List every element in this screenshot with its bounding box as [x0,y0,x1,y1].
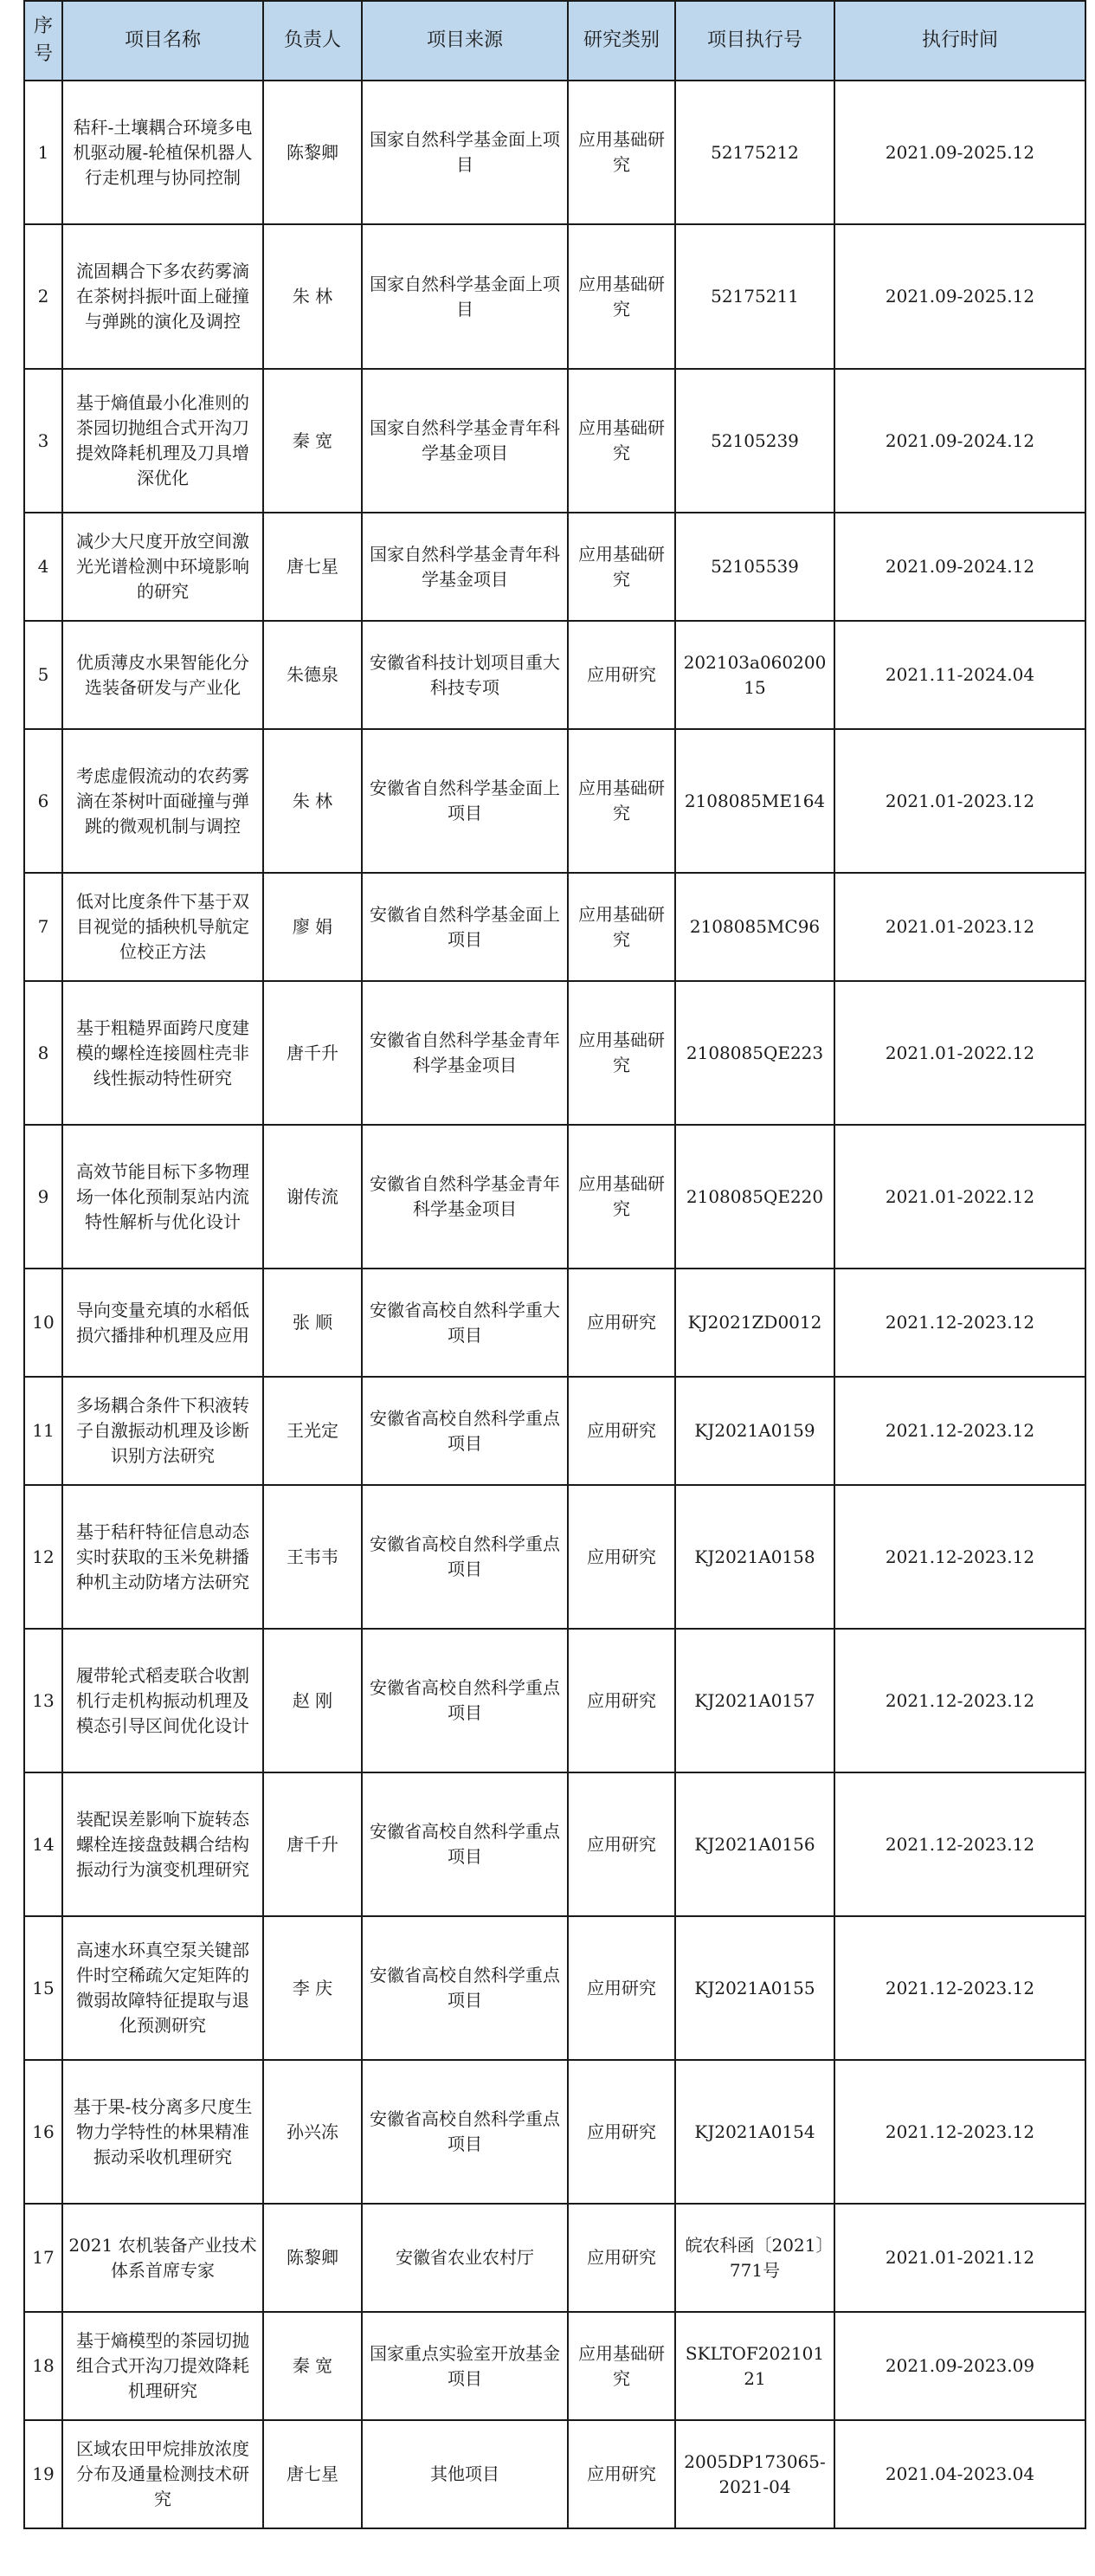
cell-name: 基于粗糙界面跨尺度建模的螺栓连接圆柱壳非线性振动特性研究 [62,981,263,1125]
cell-seq: 9 [24,1125,62,1269]
cell-source: 安徽省高校自然科学重点项目 [362,2060,568,2204]
table-row [24,621,1085,729]
cell-period: 2021.12-2023.12 [834,1485,1085,1629]
cell-seq: 15 [24,1916,62,2060]
cell-name: 基于果-枝分离多尺度生物力学特性的林果精准振动采收机理研究 [62,2060,263,2204]
cell-category: 应用基础研究 [568,873,675,981]
cell-seq: 14 [24,1772,62,1916]
cell-category: 应用研究 [568,1916,675,2060]
cell-category: 应用基础研究 [568,981,675,1125]
cell-seq: 7 [24,873,62,981]
table-header [24,1,1085,81]
table-row [24,224,1085,369]
cell-name: 优质薄皮水果智能化分选装备研发与产业化 [62,621,263,729]
cell-name: 区域农田甲烷排放浓度分布及通量检测技术研究 [62,2420,263,2528]
cell-source: 国家自然科学基金青年科学基金项目 [362,369,568,513]
cell-leader: 秦 宽 [263,2312,362,2420]
cell-category: 应用研究 [568,1629,675,1772]
cell-seq: 5 [24,621,62,729]
cell-leader: 秦 宽 [263,369,362,513]
cell-period: 2021.12-2023.12 [834,1916,1085,2060]
cell-name: 流固耦合下多农药雾滴在茶树抖振叶面上碰撞与弹跳的演化及调控 [62,224,263,369]
cell-category: 应用研究 [568,1485,675,1629]
table-row [24,1269,1085,1377]
cell-seq: 2 [24,224,62,369]
table-row [24,1377,1085,1485]
cell-name: 履带轮式稻麦联合收割机行走机构振动机理及模态引导区间优化设计 [62,1629,263,1772]
cell-source: 安徽省高校自然科学重点项目 [362,1377,568,1485]
cell-code: 202103a06020015 [675,621,834,729]
header-name: 项目名称 [62,1,263,81]
cell-category: 应用基础研究 [568,224,675,369]
cell-seq: 19 [24,2420,62,2528]
cell-code: 2108085MC96 [675,873,834,981]
cell-source: 国家自然科学基金面上项目 [362,224,568,369]
cell-source: 安徽省自然科学基金青年科学基金项目 [362,1125,568,1269]
cell-leader: 廖 娟 [263,873,362,981]
cell-category: 应用基础研究 [568,2312,675,2420]
header-row [24,1,1085,81]
cell-source: 国家自然科学基金青年科学基金项目 [362,513,568,621]
cell-name: 多场耦合条件下积液转子自激振动机理及诊断识别方法研究 [62,1377,263,1485]
table-row [24,1485,1085,1629]
cell-period: 2021.12-2023.12 [834,1629,1085,1772]
cell-leader: 唐千升 [263,1772,362,1916]
cell-source: 其他项目 [362,2420,568,2528]
cell-code: KJ2021A0159 [675,1377,834,1485]
cell-source: 安徽省高校自然科学重点项目 [362,1485,568,1629]
cell-seq: 16 [24,2060,62,2204]
cell-period: 2021.01-2022.12 [834,1125,1085,1269]
cell-leader: 朱 林 [263,224,362,369]
cell-leader: 朱 林 [263,729,362,873]
cell-category: 应用基础研究 [568,729,675,873]
cell-name: 秸秆-土壤耦合环境多电机驱动履-轮植保机器人行走机理与协同控制 [62,81,263,224]
cell-code: KJ2021A0157 [675,1629,834,1772]
table-row [24,2420,1085,2528]
cell-source: 国家自然科学基金面上项目 [362,81,568,224]
table-row [24,1772,1085,1916]
cell-category: 应用研究 [568,621,675,729]
cell-name: 装配误差影响下旋转态螺栓连接盘鼓耦合结构振动行为演变机理研究 [62,1772,263,1916]
cell-leader: 赵 刚 [263,1629,362,1772]
cell-period: 2021.01-2023.12 [834,729,1085,873]
header-category: 研究类别 [568,1,675,81]
cell-code: SKLTOF20210121 [675,2312,834,2420]
table-row [24,81,1085,224]
table-row [24,2060,1085,2204]
cell-name: 导向变量充填的水稻低损穴播排种机理及应用 [62,1269,263,1377]
cell-category: 应用研究 [568,2204,675,2312]
cell-seq: 4 [24,513,62,621]
cell-code: 2108085QE223 [675,981,834,1125]
table-row [24,729,1085,873]
cell-seq: 8 [24,981,62,1125]
table-row [24,873,1085,981]
cell-code: 52105239 [675,369,834,513]
cell-leader: 唐千升 [263,981,362,1125]
cell-leader: 孙兴冻 [263,2060,362,2204]
cell-code: 52175211 [675,224,834,369]
cell-code: 2108085QE220 [675,1125,834,1269]
cell-name: 基于秸秆特征信息动态实时获取的玉米免耕播种机主动防堵方法研究 [62,1485,263,1629]
cell-seq: 3 [24,369,62,513]
cell-source: 安徽省自然科学基金青年科学基金项目 [362,981,568,1125]
header-code: 项目执行号 [675,1,834,81]
cell-leader: 朱德泉 [263,621,362,729]
cell-code: 皖农科函〔2021〕771号 [675,2204,834,2312]
cell-leader: 唐七星 [263,2420,362,2528]
cell-leader: 陈黎卿 [263,81,362,224]
cell-category: 应用基础研究 [568,513,675,621]
cell-category: 应用研究 [568,1772,675,1916]
cell-period: 2021.09-2025.12 [834,81,1085,224]
table-row [24,1916,1085,2060]
table-row [24,1629,1085,1772]
cell-seq: 11 [24,1377,62,1485]
table-row [24,2204,1085,2312]
cell-category: 应用研究 [568,2060,675,2204]
cell-source: 安徽省高校自然科学重点项目 [362,1772,568,1916]
cell-source: 安徽省自然科学基金面上项目 [362,729,568,873]
cell-source: 安徽省农业农村厅 [362,2204,568,2312]
project-table [23,0,1086,2529]
cell-period: 2021.01-2023.12 [834,873,1085,981]
project-table-container [23,0,1085,2529]
cell-leader: 李 庆 [263,1916,362,2060]
cell-seq: 18 [24,2312,62,2420]
cell-name: 高速水环真空泵关键部件时空稀疏欠定矩阵的微弱故障特征提取与退化预测研究 [62,1916,263,2060]
cell-period: 2021.12-2023.12 [834,2060,1085,2204]
cell-period: 2021.11-2024.04 [834,621,1085,729]
cell-name: 基于熵值最小化准则的茶园切抛组合式开沟刀提效降耗机理及刀具增深优化 [62,369,263,513]
cell-category: 应用研究 [568,1377,675,1485]
cell-source: 国家重点实验室开放基金项目 [362,2312,568,2420]
cell-category: 应用基础研究 [568,369,675,513]
cell-period: 2021.01-2022.12 [834,981,1085,1125]
cell-category: 应用基础研究 [568,81,675,224]
cell-name: 基于熵模型的茶园切抛组合式开沟刀提效降耗机理研究 [62,2312,263,2420]
cell-code: KJ2021ZD0012 [675,1269,834,1377]
cell-period: 2021.09-2023.09 [834,2312,1085,2420]
cell-source: 安徽省高校自然科学重点项目 [362,1629,568,1772]
cell-period: 2021.12-2023.12 [834,1772,1085,1916]
cell-leader: 张 顺 [263,1269,362,1377]
cell-seq: 6 [24,729,62,873]
cell-name: 低对比度条件下基于双目视觉的插秧机导航定位校正方法 [62,873,263,981]
cell-seq: 1 [24,81,62,224]
cell-category: 应用研究 [568,1269,675,1377]
cell-code: KJ2021A0155 [675,1916,834,2060]
cell-period: 2021.04-2023.04 [834,2420,1085,2528]
cell-seq: 13 [24,1629,62,1772]
cell-leader: 谢传流 [263,1125,362,1269]
cell-code: 52105539 [675,513,834,621]
header-seq: 序号 [24,1,62,81]
cell-seq: 10 [24,1269,62,1377]
cell-period: 2021.09-2025.12 [834,224,1085,369]
header-leader: 负责人 [263,1,362,81]
cell-code: KJ2021A0154 [675,2060,834,2204]
cell-name: 高效节能目标下多物理场一体化预制泵站内流特性解析与优化设计 [62,1125,263,1269]
cell-name: 考虑虚假流动的农药雾滴在茶树叶面碰撞与弹跳的微观机制与调控 [62,729,263,873]
cell-leader: 王韦韦 [263,1485,362,1629]
table-row [24,981,1085,1125]
cell-period: 2021.01-2021.12 [834,2204,1085,2312]
cell-category: 应用研究 [568,2420,675,2528]
cell-leader: 唐七星 [263,513,362,621]
cell-name: 2021 农机装备产业技术体系首席专家 [62,2204,263,2312]
cell-code: KJ2021A0156 [675,1772,834,1916]
cell-leader: 王光定 [263,1377,362,1485]
table-body [24,81,1085,2528]
cell-seq: 12 [24,1485,62,1629]
cell-seq: 17 [24,2204,62,2312]
cell-source: 安徽省自然科学基金面上项目 [362,873,568,981]
cell-period: 2021.09-2024.12 [834,513,1085,621]
cell-code: KJ2021A0158 [675,1485,834,1629]
table-row [24,2312,1085,2420]
cell-period: 2021.12-2023.12 [834,1269,1085,1377]
cell-category: 应用基础研究 [568,1125,675,1269]
cell-code: 2005DP173065-2021-04 [675,2420,834,2528]
table-row [24,369,1085,513]
cell-source: 安徽省高校自然科学重大项目 [362,1269,568,1377]
cell-leader: 陈黎卿 [263,2204,362,2312]
header-period: 执行时间 [834,1,1085,81]
cell-period: 2021.12-2023.12 [834,1377,1085,1485]
cell-source: 安徽省科技计划项目重大科技专项 [362,621,568,729]
table-row [24,1125,1085,1269]
cell-code: 2108085ME164 [675,729,834,873]
header-source: 项目来源 [362,1,568,81]
cell-period: 2021.09-2024.12 [834,369,1085,513]
table-row [24,513,1085,621]
cell-name: 减少大尺度开放空间激光光谱检测中环境影响的研究 [62,513,263,621]
cell-source: 安徽省高校自然科学重点项目 [362,1916,568,2060]
cell-code: 52175212 [675,81,834,224]
